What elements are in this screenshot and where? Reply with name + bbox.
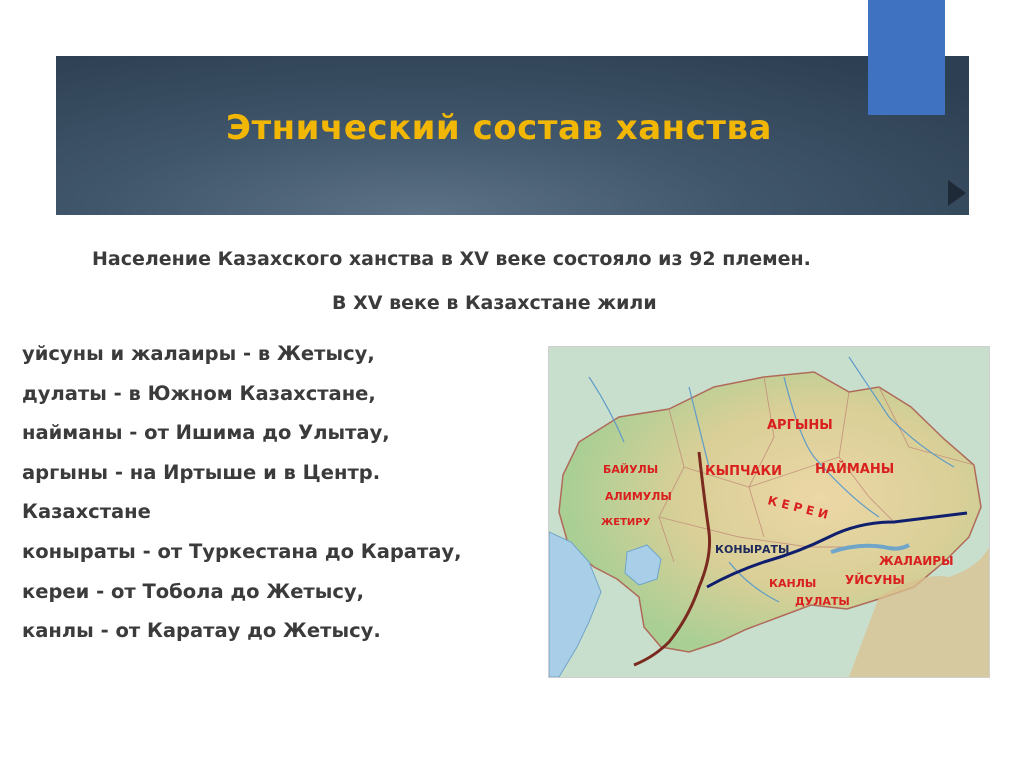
label-baiuly: БАЙУЛЫ	[603, 463, 659, 476]
tribes-map	[548, 346, 990, 678]
label-uisuny: УЙСУНЫ	[845, 573, 905, 587]
label-zhalairy: ЖАЛАИРЫ	[879, 554, 954, 568]
label-argyny: АРГЫНЫ	[767, 418, 833, 433]
label-kanly: КАНЛЫ	[769, 577, 817, 590]
tribe-item: кереи - от Тобола до Жетысу,	[22, 579, 365, 603]
arrow-right-icon	[948, 180, 966, 206]
label-kypchaki: КЫПЧАКИ	[705, 464, 783, 479]
intro-line-1: Население Казахского ханства в XV веке состояло из 92 племен.	[92, 248, 811, 270]
label-alimuly: АЛИМУЛЫ	[605, 490, 672, 503]
accent-rectangle	[868, 0, 945, 115]
label-naimany: НАЙМАНЫ	[815, 462, 895, 477]
label-dulaty: ДУЛАТЫ	[795, 595, 850, 608]
tribe-list	[22, 340, 462, 657]
slide-title: Этнический состав ханства	[226, 108, 772, 148]
map-canvas	[549, 347, 989, 677]
label-zhetiru: ЖЕТИРУ	[601, 517, 651, 528]
tribe-item: канлы - от Каратау до Жетысу.	[22, 619, 381, 643]
tribe-item: уйсуны и жалаиры - в Жетысу,	[22, 342, 375, 365]
tribe-item: найманы - от Ишима до Улытау,	[22, 421, 390, 445]
intro-line-2: В XV веке в Казахстане жили	[332, 292, 657, 314]
label-kerei: К Е Р Е И	[766, 493, 830, 522]
tribe-item: аргыны - на Иртыше и в Центр.	[22, 460, 381, 484]
tribe-item: дулаты - в Южном Казахстане,	[22, 381, 376, 405]
tribe-item: Казахстане	[22, 500, 151, 524]
label-konyraty: КОНЫРАТЫ	[715, 543, 790, 556]
tribe-item: коныраты - от Туркестана до Каратау,	[22, 539, 462, 563]
